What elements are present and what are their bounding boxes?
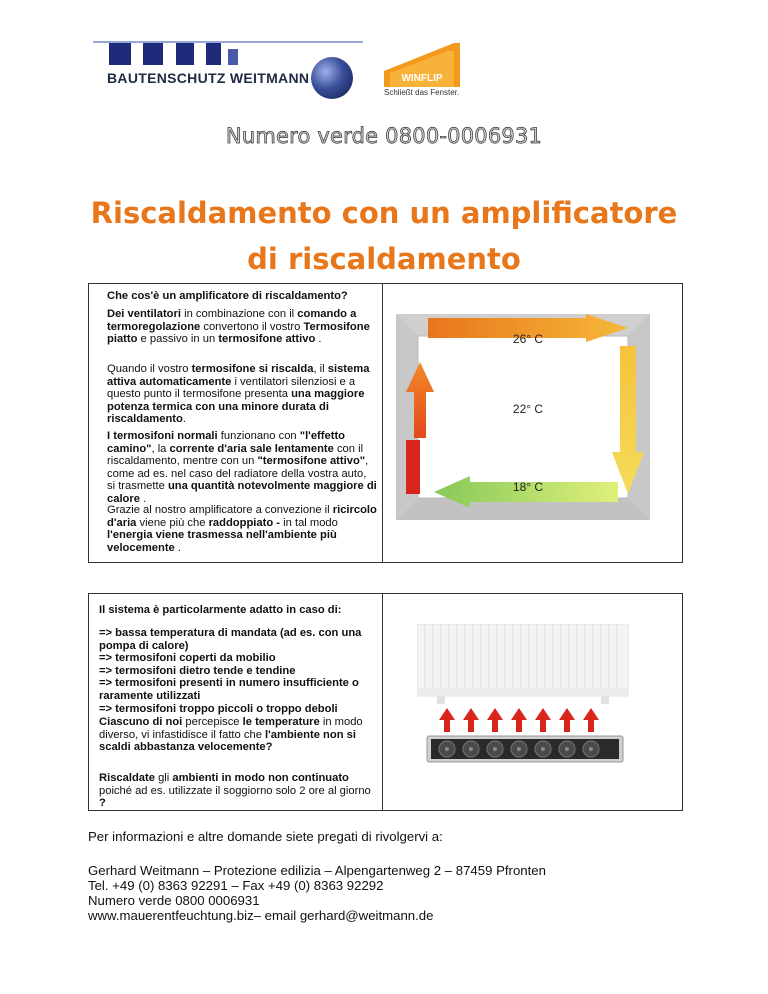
text-segment: l'energia viene trasmessa nell'ambiente più velocemente	[107, 529, 337, 554]
text-segment: , il	[313, 363, 328, 375]
text-segment: in combinazione con il	[180, 308, 298, 320]
temp-center-label: 22° C	[512, 402, 544, 416]
section2-paragraph-1	[99, 716, 379, 754]
text-segment: , la	[151, 442, 170, 455]
text-segment: l'ambiente non si scaldi abbastanza velocemente?	[99, 728, 356, 754]
text-segment: ?	[99, 797, 106, 810]
section1-paragraph-4	[107, 504, 377, 554]
room-airflow-diagram	[396, 314, 650, 520]
text-segment: in tal modo	[280, 516, 338, 529]
text-segment: termosifone si riscalda	[191, 363, 314, 375]
heat-arrows	[439, 708, 599, 732]
text-segment: con il riscaldamento, mentre con un	[107, 442, 364, 468]
text-segment: Quando il vostro	[107, 363, 192, 375]
text-segment: una quantità notevolmente maggiore di calore	[107, 480, 377, 505]
footer-intro: Per informazioni e altre domande siete pregati di rivolgervi a:	[88, 829, 443, 844]
text-segment: "termosifone attivo"	[257, 455, 366, 468]
text-segment: I termosifoni normali	[107, 430, 218, 442]
footer-web-email: www.mauerentfeuchtung.biz– email gerhard@weitmann.de	[88, 908, 434, 923]
text-segment: e passivo in un	[137, 333, 219, 346]
room-interior	[418, 336, 628, 498]
temp-bottom-label: 18° C	[512, 480, 544, 494]
text-segment: Riscaldate	[99, 772, 155, 784]
section-suitability-table	[88, 593, 683, 811]
section1-paragraph-3	[107, 430, 377, 506]
section2-paragraph-2	[99, 772, 379, 810]
text-segment: funzionano con	[217, 430, 300, 442]
footer-toll-free: Numero verde 0800 0006931	[88, 893, 260, 908]
section1-paragraph-2	[107, 363, 377, 426]
winflip-logo	[384, 43, 464, 87]
text-segment: corrente d'aria sale lentamente	[169, 442, 334, 455]
section2-heading: Il sistema è particolarmente adatto in caso di:	[99, 604, 342, 616]
text-segment: una maggiore potenza termica con una minore durata di riscaldamento	[107, 388, 365, 426]
winflip-brand: WINFLIP	[401, 73, 443, 84]
footer-address: Gerhard Weitmann – Protezione edilizia – Alpengartenweg 2 – 87459 Pfronten	[88, 863, 546, 878]
text-segment: "l'effetto camino"	[107, 430, 346, 455]
text-segment: le temperature	[242, 716, 320, 728]
list-item: => termosifoni coperti da mobilio	[99, 652, 276, 665]
company-name: BAUTENSCHUTZ WEITMANN	[107, 70, 310, 86]
text-segment: gli	[154, 772, 173, 784]
text-segment: comando a termoregolazione	[107, 308, 357, 333]
winflip-tagline: Schließt das Fenster.	[384, 88, 460, 97]
text-segment: Grazie al nostro amplificatore a convezione il	[107, 504, 333, 516]
text-segment: raddoppiato -	[208, 516, 281, 529]
text-segment: Ciascuno di noi	[99, 716, 183, 728]
text-segment: , come ad es. nel caso del radiatore della vostra auto, si trasmette	[107, 455, 369, 493]
text-segment: ambienti in modo non continuato	[172, 772, 349, 784]
phone-number: Numero verde 0800-0006931	[225, 124, 543, 148]
text-segment: in modo diverso, vi infastidisce il fatto che	[99, 716, 363, 741]
text-segment: percepisce	[182, 716, 243, 728]
text-segment: .	[182, 413, 186, 426]
list-item: => bassa temperatura di mandata (ad es. con una pompa di calore)	[99, 627, 362, 652]
text-segment: .	[139, 492, 147, 505]
text-segment: termosifone attivo	[218, 333, 316, 346]
company-logo-sphere-icon	[311, 57, 353, 99]
list-item: => termosifoni dietro tende e tendine	[99, 664, 296, 677]
list-item: => termosifoni presenti in numero insufficiente o raramente utilizzati	[99, 677, 359, 702]
radiator-icon	[406, 440, 420, 494]
text-segment: viene più che	[136, 516, 209, 529]
section1-question: Che cos'è un amplificatore di riscaldamento?	[107, 290, 348, 302]
page-title-line2: di riscaldamento	[247, 242, 521, 276]
text-segment: poiché ad es. utilizzate il soggiorno solo 2 ore al giorno	[99, 784, 371, 797]
text-segment: .	[174, 541, 181, 554]
text-segment: ricircolo d'aria	[107, 504, 377, 529]
text-segment: Dei ventilatori	[107, 308, 181, 320]
text-segment: Termosifone piatto	[107, 320, 370, 346]
text-segment: .	[315, 333, 322, 346]
suitability-list	[99, 627, 379, 715]
temp-top-label: 26° C	[512, 332, 544, 346]
text-segment: sistema attiva automaticamente	[107, 363, 370, 388]
list-item: => termosifoni troppo piccoli o troppo deboli	[99, 702, 338, 715]
footer-phone-fax: Tel. +49 (0) 8363 92291 – Fax +49 (0) 8363 92292	[88, 878, 384, 893]
section1-paragraph-1	[107, 308, 377, 346]
page-title-line1: Riscaldamento con un amplificatore	[90, 196, 678, 230]
text-segment: convertono il vostro	[200, 320, 304, 333]
radiator-fan-illustration	[417, 624, 629, 778]
text-segment: i ventilatori silenziosi e a questo punto il termosifone presenta	[107, 375, 356, 401]
